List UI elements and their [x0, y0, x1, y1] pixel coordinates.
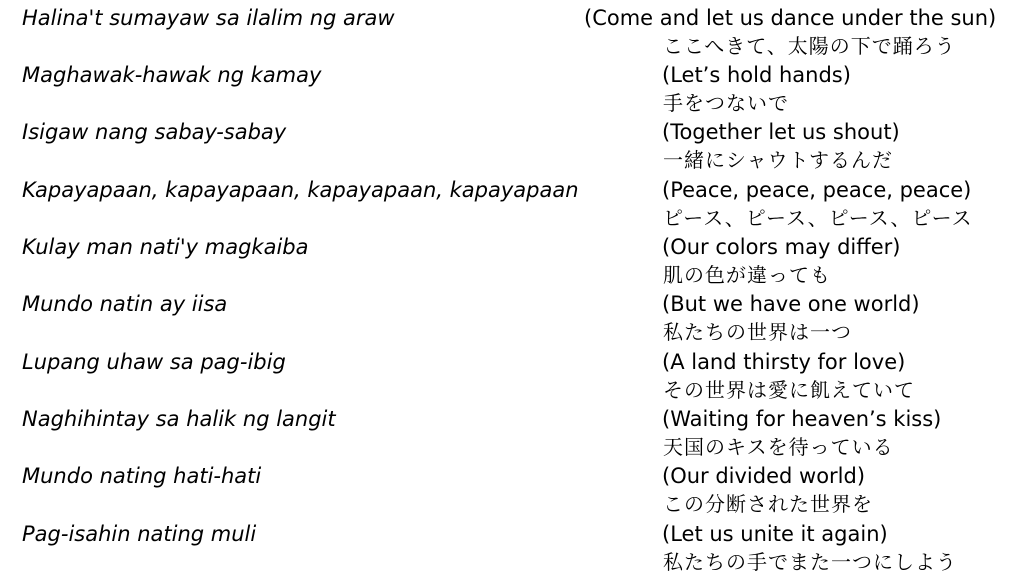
tagalog-line: Pag-isahin nating muli: [22, 522, 257, 546]
english-translation: (A land thirsty for love): [662, 350, 906, 374]
english-translation: (But we have one world): [662, 292, 920, 316]
tagalog-line: Naghihintay sa halik ng langit: [22, 407, 336, 431]
lyric-line: [0, 118, 1024, 176]
tagalog-line: Mundo nating hati-hati: [22, 464, 262, 488]
tagalog-line: Kulay man nati'y magkaiba: [22, 235, 309, 259]
japanese-translation: その世界は愛に飢えていて: [663, 378, 915, 402]
lyric-line: [0, 520, 1024, 578]
lyric-line: [0, 405, 1024, 463]
english-translation: (Our colors may differ): [662, 235, 901, 259]
lyric-line: [0, 348, 1024, 406]
lyric-line: [0, 61, 1024, 119]
english-translation: (Peace, peace, peace, peace): [662, 178, 972, 202]
tagalog-line: Isigaw nang sabay-sabay: [22, 120, 287, 144]
japanese-translation: 天国のキスを待っている: [663, 435, 894, 459]
lyric-line: [0, 233, 1024, 291]
japanese-translation: この分断された世界を: [663, 492, 873, 516]
japanese-translation: 一緒にシャウトするんだ: [663, 148, 893, 172]
english-translation: (Together let us shout): [662, 120, 900, 144]
japanese-translation: ここへきて、太陽の下で踊ろう: [663, 34, 956, 58]
japanese-translation: ピース、ピース、ピース、ピース: [663, 206, 973, 230]
english-translation: (Let’s hold hands): [662, 63, 851, 87]
tagalog-line: Halina't sumayaw sa ilalim ng araw: [22, 6, 395, 30]
japanese-translation: 私たちの世界は一つ: [663, 320, 852, 344]
english-translation: (Come and let us dance under the sun): [584, 6, 997, 30]
lyric-line: [0, 4, 1024, 62]
tagalog-line: Maghawak-hawak ng kamay: [22, 63, 322, 87]
lyric-line: [0, 176, 1024, 234]
japanese-translation: 手をつないで: [663, 91, 789, 115]
english-translation: (Let us unite it again): [662, 522, 888, 546]
tagalog-line: Kapayapaan, kapayapaan, kapayapaan, kapayapaan: [22, 178, 579, 202]
japanese-translation: 肌の色が違っても: [663, 263, 831, 287]
tagalog-line: Lupang uhaw sa pag-ibig: [22, 350, 286, 374]
japanese-translation: 私たちの手でまた一つにしよう: [663, 550, 957, 574]
tagalog-line: Mundo natin ay iisa: [22, 292, 228, 316]
english-translation: (Waiting for heaven’s kiss): [662, 407, 942, 431]
english-translation: (Our divided world): [662, 464, 866, 488]
lyric-line: [0, 462, 1024, 520]
lyric-line: [0, 290, 1024, 348]
